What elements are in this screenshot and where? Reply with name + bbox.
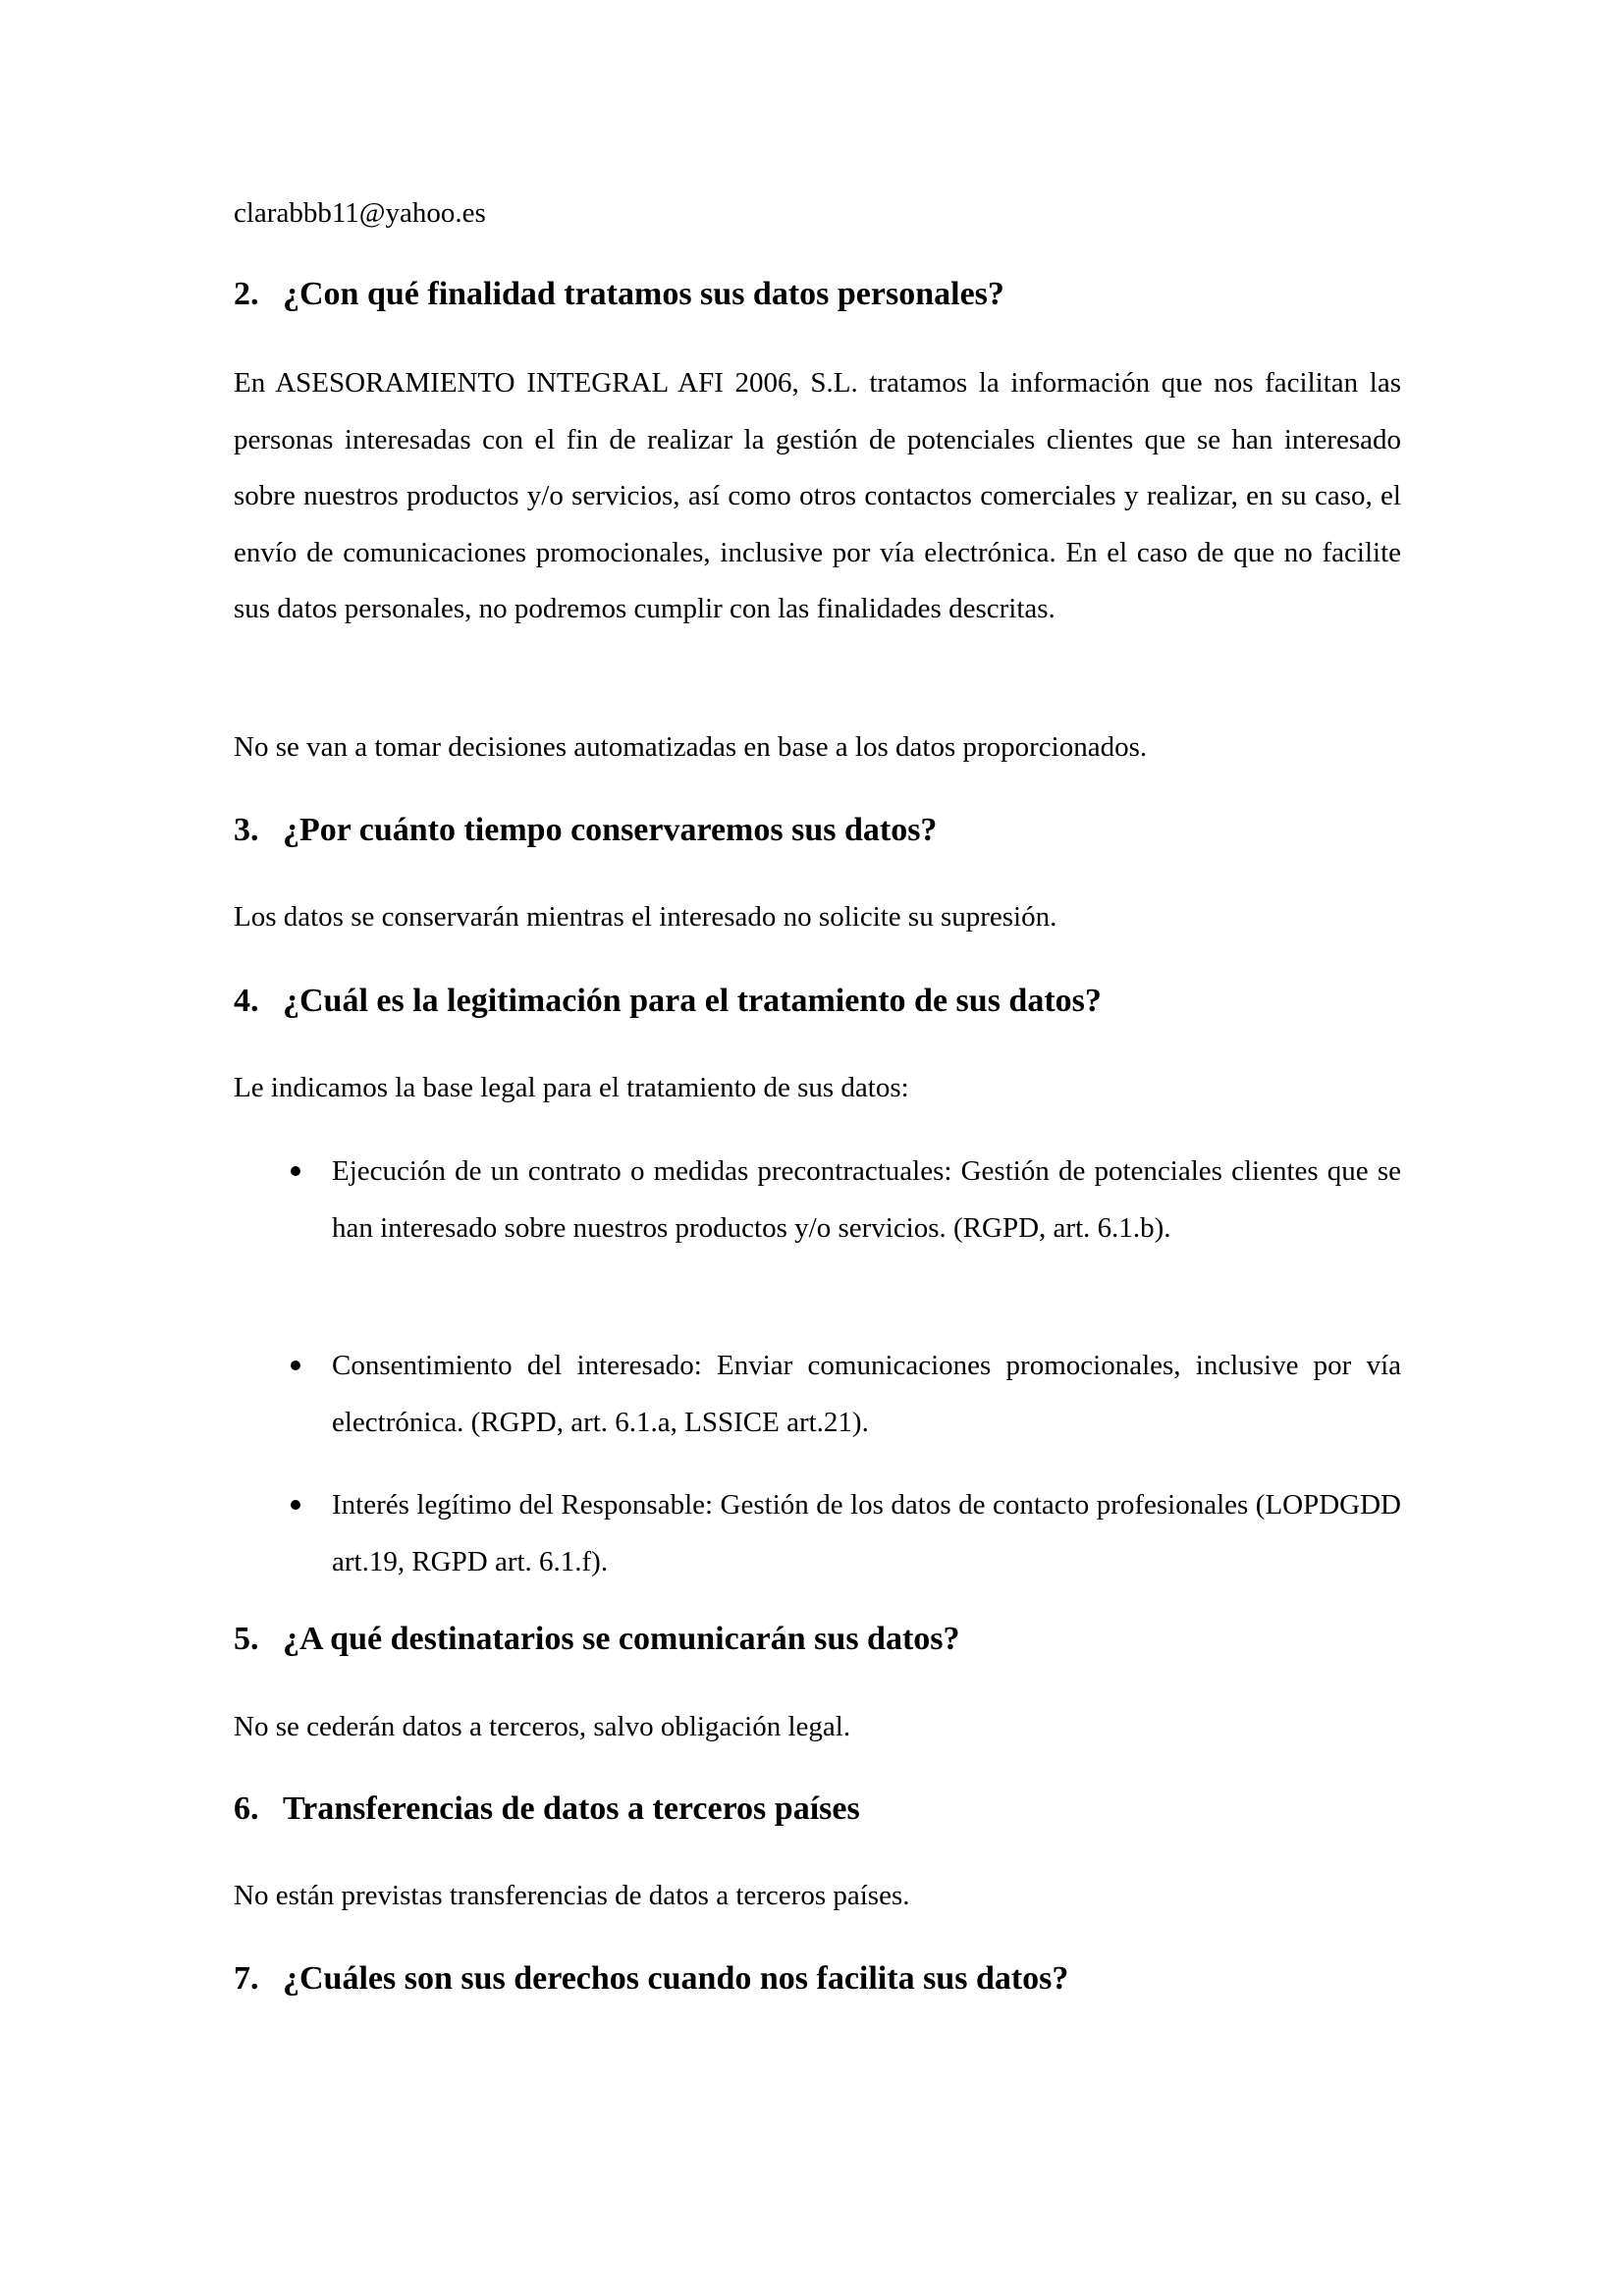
section-number: 3. (234, 812, 259, 848)
section-2-heading (234, 275, 1004, 314)
bullet-icon (291, 1166, 300, 1176)
section-title: ¿Cuál es la legitimación para el tratamiento de sus datos? (283, 983, 1102, 1019)
section-2-paragraph-2: No se van a tomar decisiones automatizadas en base a los datos proporcionados. (234, 731, 1148, 763)
bullet-text: Interés legítimo del Responsable: Gestión de los datos de contacto profesionales (LOPDGDD art.19, RGPD art. 6.1.f). (332, 1489, 1401, 1577)
section-3-paragraph-1: Los datos se conservarán mientras el interesado no solicite su supresión. (234, 901, 1057, 933)
legal-basis-bullet-1 (234, 1144, 1401, 1256)
section-title: ¿Cuáles son sus derechos cuando nos facilita sus datos? (283, 1960, 1069, 1997)
section-title: ¿Por cuánto tiempo conservaremos sus datos? (283, 812, 938, 848)
bullet-text: Ejecución de un contrato o medidas precontractuales: Gestión de potenciales clientes que se han interesado sobre nuestros productos y/o servicios. (RGPD, art. 6.1.b). (332, 1155, 1401, 1244)
section-title: Transferencias de datos a terceros países (283, 1790, 860, 1827)
section-5-paragraph-1: No se cederán datos a terceros, salvo obligación legal. (234, 1711, 851, 1742)
section-3-heading (234, 811, 937, 850)
section-title: ¿A qué destinatarios se comunicarán sus datos? (283, 1621, 960, 1657)
legal-basis-bullet-2 (234, 1338, 1401, 1451)
contact-email: clarabbb11@yahoo.es (234, 197, 486, 229)
bullet-icon (291, 1500, 300, 1510)
section-4-heading (234, 982, 1102, 1021)
section-6-heading (234, 1789, 860, 1829)
section-number: 6. (234, 1790, 259, 1827)
section-number: 5. (234, 1621, 259, 1657)
section-number: 2. (234, 276, 259, 312)
section-7-heading (234, 1959, 1068, 1999)
section-2-paragraph-1: En ASESORAMIENTO INTEGRAL AFI 2006, S.L. tratamos la información que nos facilitan las personas interesadas con el fin de realizar la gestión de potenciales clientes que se han interesado sobre nuestros productos y/o servicios, así como otros contactos comerciales y realizar, en su caso, el envío de comunicaciones promocionales, inclusive por vía electrónica. En el caso de que no facilite sus datos personales, no podremos cumplir con las finalidades descritas. (234, 367, 1401, 624)
section-number: 7. (234, 1960, 259, 1997)
bullet-icon (291, 1361, 300, 1370)
bullet-text: Consentimiento del interesado: Enviar comunicaciones promocionales, inclusive por vía electrónica. (RGPD, art. 6.1.a, LSSICE art.21). (332, 1350, 1401, 1438)
section-number: 4. (234, 983, 259, 1019)
section-4-paragraph-1: Le indicamos la base legal para el tratamiento de sus datos: (234, 1072, 909, 1103)
section-5-heading (234, 1620, 960, 1659)
section-title: ¿Con qué finalidad tratamos sus datos personales? (283, 276, 1004, 312)
legal-basis-bullet-3 (234, 1477, 1401, 1590)
section-6-paragraph-1: No están previstas transferencias de datos a terceros países. (234, 1880, 910, 1911)
